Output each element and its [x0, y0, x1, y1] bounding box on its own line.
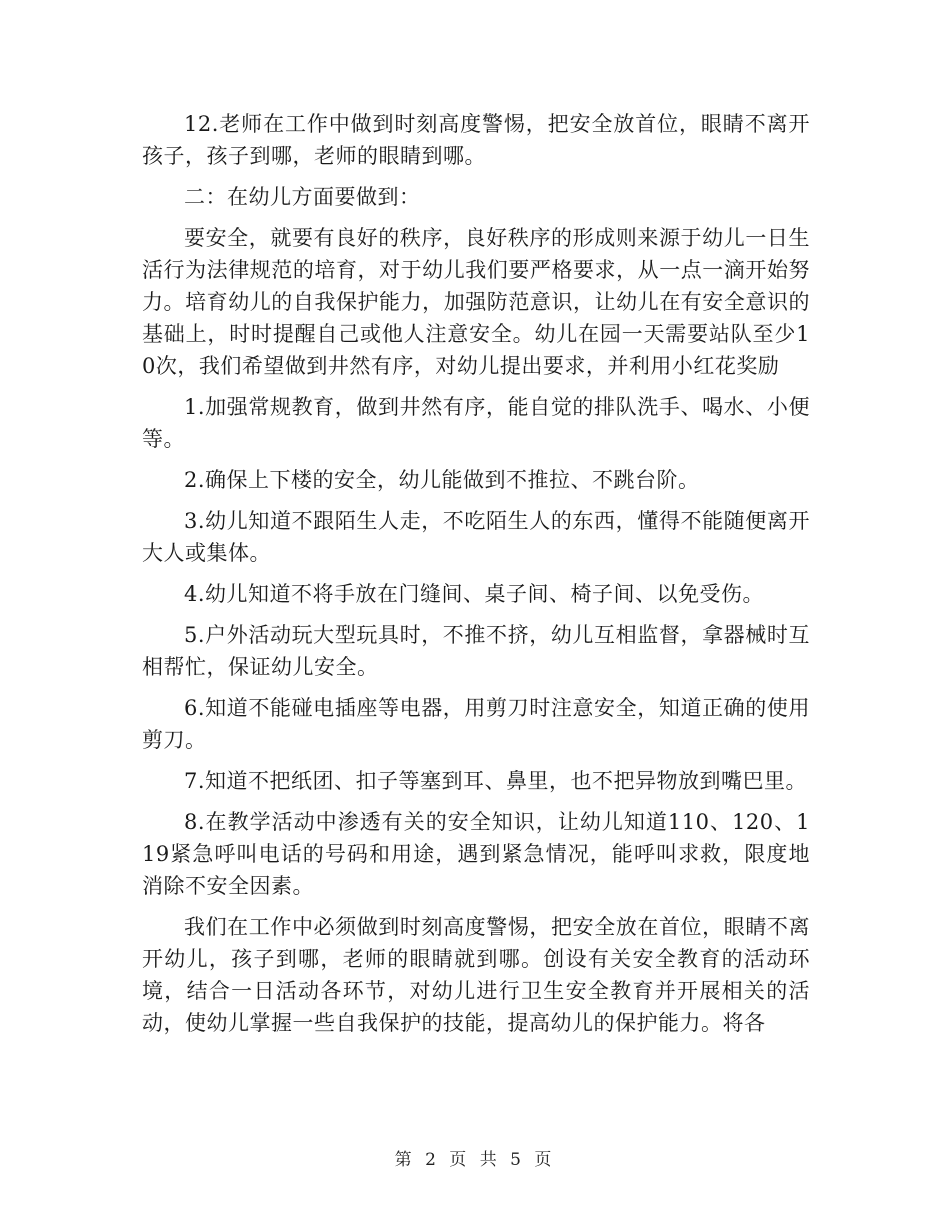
section-heading-children: 二：在幼儿方面要做到： [184, 185, 421, 209]
list-item-4: 4.幼儿知道不将手放在门缝间、桌子间、椅子间、以免受伤。 [184, 582, 765, 606]
page-number-footer: 第 2 页 共 5 页 [394, 1150, 556, 1170]
document-body [142, 108, 810, 1048]
paragraph-conclusion: 我们在工作中必须做到时刻高度警惕，把安全放在首位，眼睛不离开幼儿，孩子到哪，老师的眼睛就到哪。创设有关安全教育的活动环境，结合一日活动各环节，对幼儿进行卫生安全教育并开展相关的活动，使幼儿掌握一些自我保护的技能，提高幼儿的保护能力。将各 [142, 915, 810, 1035]
paragraph-safety-order: 要安全，就要有良好的秩序，良好秩序的形成则来源于幼儿一日生活行为法律规范的培育，对于幼儿我们要严格要求，从一点一滴开始努力。培育幼儿的自我保护能力，加强防范意识，让幼儿在有安全意识的基础上，时时提醒自己或他人注意安全。幼儿在园一天需要站队至少10次，我们希望做到井然有序，对幼儿提出要求，并利用小红花奖励 [142, 226, 810, 378]
list-item-6: 6.知道不能碰电插座等电器，用剪刀时注意安全，知道正确的使用剪刀。 [142, 696, 810, 752]
list-item-7: 7.知道不把纸团、扣子等塞到耳、鼻里，也不把异物放到嘴巴里。 [184, 769, 808, 793]
list-item-1: 1.加强常规教育，做到井然有序，能自觉的排队洗手、喝水、小便等。 [142, 395, 810, 451]
paragraph-teacher-vigilance: 12.老师在工作中做到时刻高度警惕，把安全放首位，眼睛不离开孩子，孩子到哪，老师的眼睛到哪。 [142, 112, 810, 168]
list-item-5: 5.户外活动玩大型玩具时，不推不挤，幼儿互相监督，拿器械时互相帮忙，保证幼儿安全。 [142, 623, 810, 679]
list-item-2: 2.确保上下楼的安全，幼儿能做到不推拉、不跳台阶。 [184, 468, 700, 492]
list-item-3: 3.幼儿知道不跟陌生人走，不吃陌生人的东西，懂得不能随便离开大人或集体。 [142, 509, 810, 565]
list-item-8: 8.在教学活动中渗透有关的安全知识，让幼儿知道110、120、119紧急呼叫电话的号码和用途，遇到紧急情况，能呼叫求救，限度地消除不安全因素。 [142, 810, 810, 898]
